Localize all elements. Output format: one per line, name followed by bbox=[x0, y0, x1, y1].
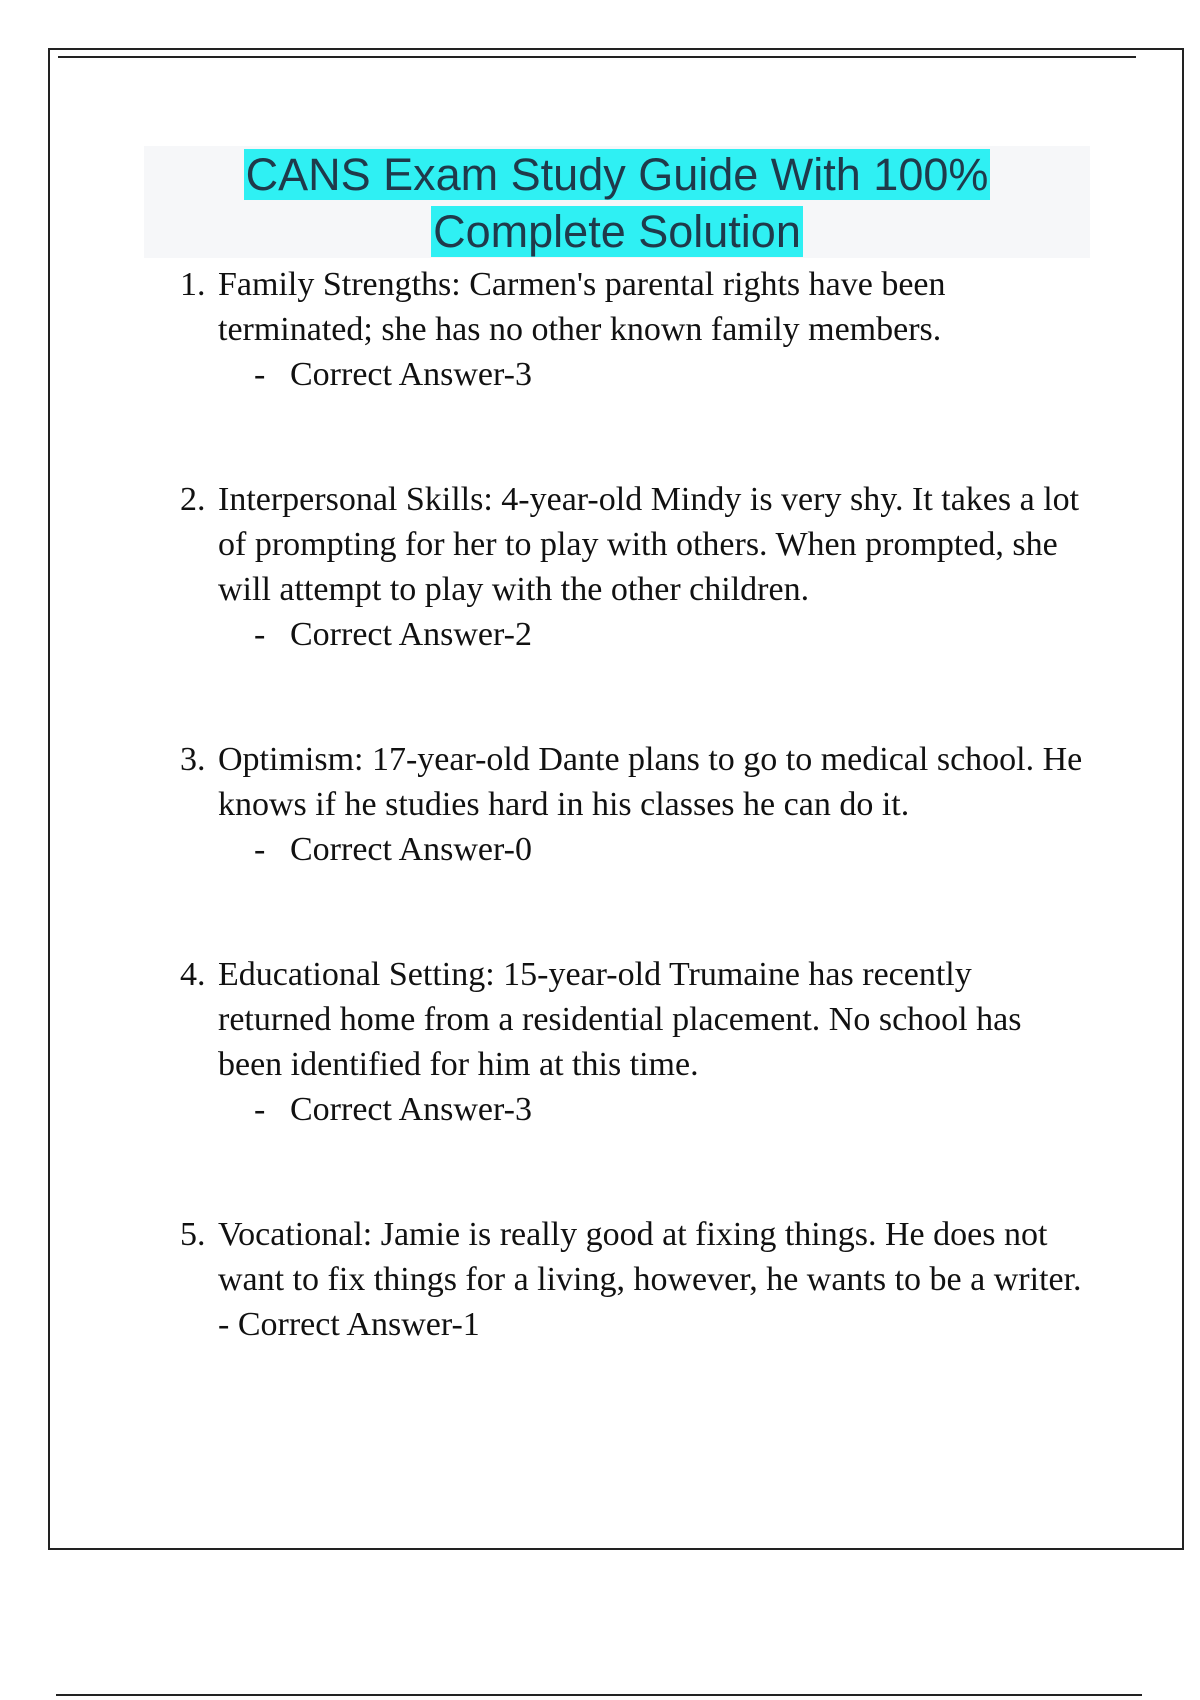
question-number: 1. bbox=[180, 266, 206, 303]
correct-answer: Correct Answer-1 bbox=[237, 1306, 480, 1343]
answer-dash: - bbox=[254, 831, 266, 868]
answer-line bbox=[218, 612, 1090, 657]
answer-line bbox=[218, 1087, 1090, 1132]
answer-dash: - bbox=[254, 356, 266, 393]
answer-line bbox=[218, 827, 1090, 872]
answer-line bbox=[218, 352, 1090, 397]
question-item-1 bbox=[130, 262, 1090, 397]
title-line-1: CANS Exam Study Guide With 100% bbox=[245, 149, 989, 200]
question-number: 3. bbox=[180, 741, 206, 778]
question-item-3 bbox=[130, 737, 1090, 872]
question-item-4 bbox=[130, 952, 1090, 1132]
answer-dash: - bbox=[254, 616, 266, 653]
question-text: Educational Setting: 15-year-old Trumaine has recently returned home from a residential placement. No school has been identified for him at this time. bbox=[218, 956, 1022, 1083]
question-number: 5. bbox=[180, 1216, 206, 1253]
answer-inline-dash: - bbox=[218, 1306, 230, 1343]
question-text: Interpersonal Skills: 4-year-old Mindy is very shy. It takes a lot of prompting for her to play with others. When prompted, she will attempt to play with the other children. bbox=[218, 481, 1080, 608]
question-number: 2. bbox=[180, 481, 206, 518]
correct-answer: Correct Answer-3 bbox=[290, 356, 532, 393]
question-number: 4. bbox=[180, 956, 206, 993]
question-item-2 bbox=[130, 477, 1090, 657]
title-line-2: Complete Solution bbox=[433, 206, 801, 257]
question-list bbox=[130, 262, 1090, 1427]
answer-dash: - bbox=[254, 1091, 266, 1128]
top-rule bbox=[58, 56, 1136, 58]
correct-answer: Correct Answer-2 bbox=[290, 616, 532, 653]
correct-answer: Correct Answer-3 bbox=[290, 1091, 532, 1128]
question-item-5 bbox=[130, 1212, 1090, 1347]
title-band bbox=[144, 146, 1090, 258]
question-text: Vocational: Jamie is really good at fixing things. He does not want to fix things for a living, however, he wants to be a writer. bbox=[218, 1216, 1082, 1298]
question-text: Optimism: 17-year-old Dante plans to go to medical school. He knows if he studies hard in his classes he can do it. bbox=[218, 741, 1083, 823]
page-title bbox=[144, 146, 1090, 260]
correct-answer: Correct Answer-0 bbox=[290, 831, 532, 868]
question-text: Family Strengths: Carmen's parental rights have been terminated; she has no other known family members. bbox=[218, 266, 946, 348]
bottom-rule bbox=[56, 1694, 1142, 1696]
